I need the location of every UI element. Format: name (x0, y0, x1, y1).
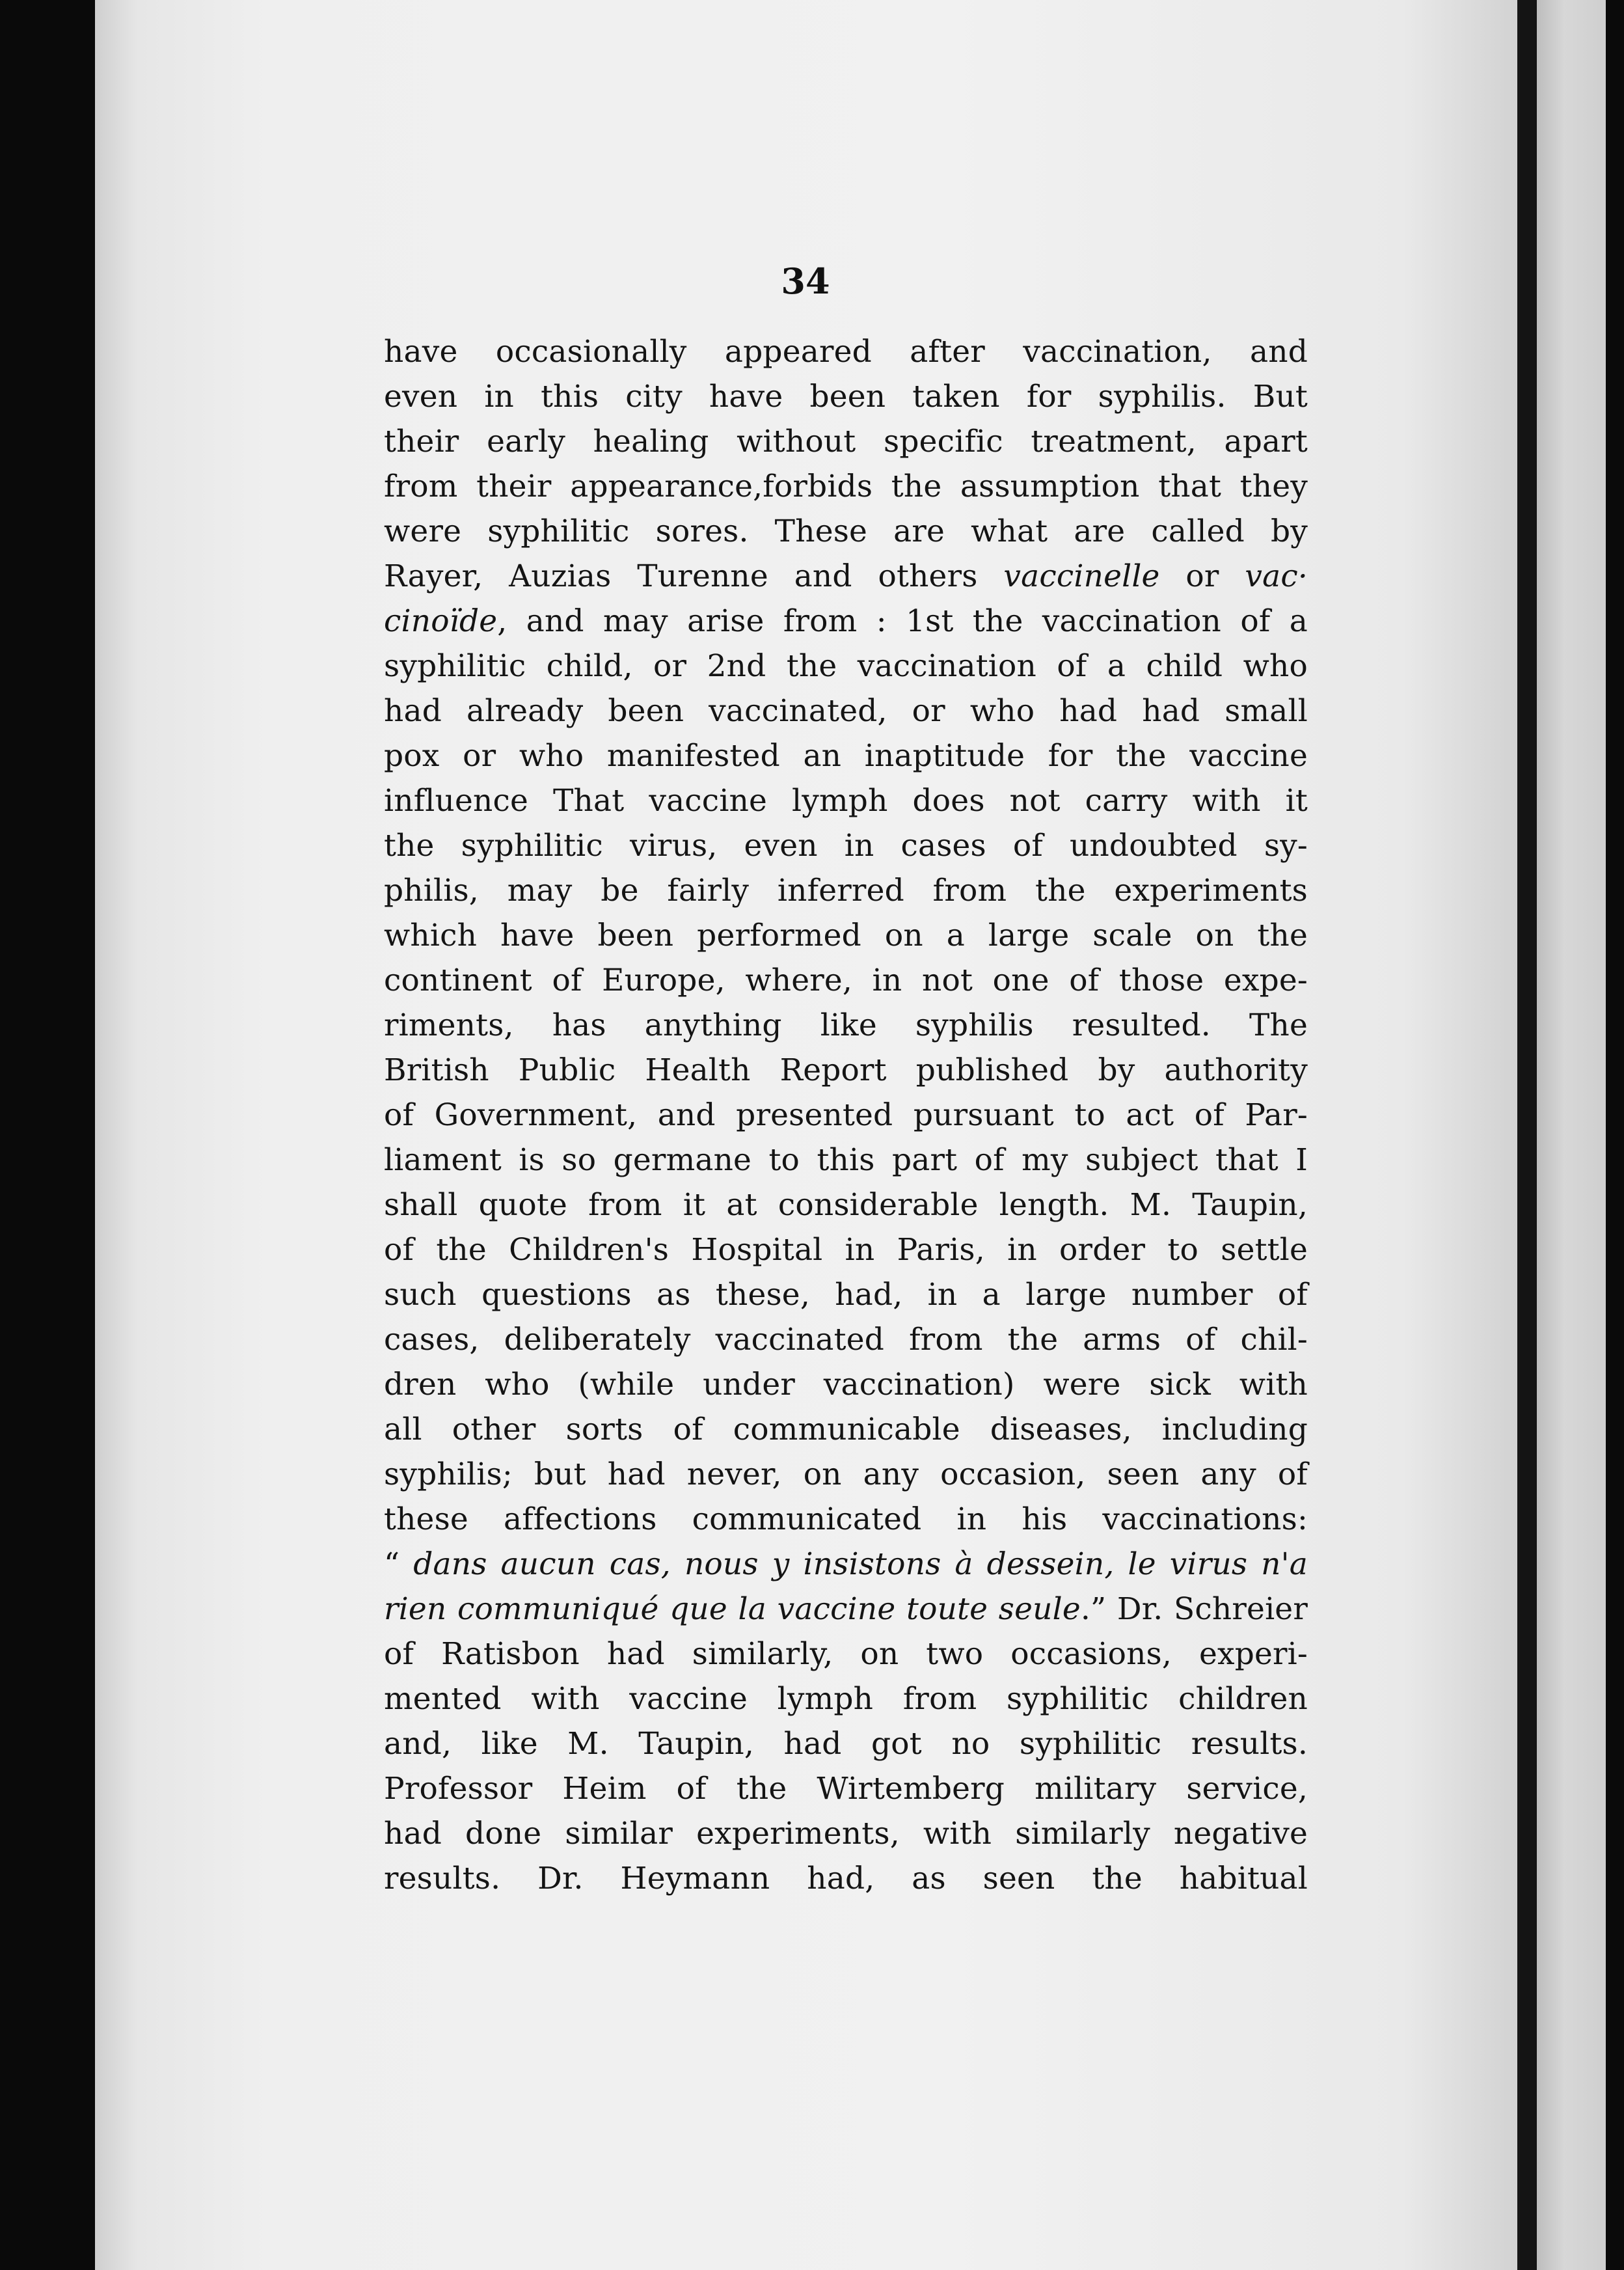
text-line: had done similar experiments, with similarly negative (384, 1816, 1308, 1852)
text-line: of Government, and presented pursuant to act of Par- (384, 1097, 1308, 1133)
text-line: the syphilitic virus, even in cases of undoubted sy- (384, 828, 1308, 864)
text-line: philis, may be fairly inferred from the experiments (384, 873, 1308, 909)
text-line: mented with vaccine lymph from syphilitic children (384, 1681, 1308, 1717)
text-line: rien communiqué que la vaccine toute seule.” Dr. Schreier (384, 1591, 1308, 1627)
adjacent-page-edge (1537, 0, 1606, 2270)
text-line: their early healing without specific treatment, apart (384, 424, 1308, 459)
text-line: were syphilitic sores. These are what are called by (384, 513, 1308, 549)
text-line: which have been performed on a large scale on the (384, 918, 1308, 953)
text-line: from their appearance,forbids the assumption that they (384, 469, 1308, 504)
italic-text: vac· (1245, 558, 1308, 594)
text-line: such questions as these, had, in a large number of (384, 1277, 1308, 1313)
text-line: have occasionally appeared after vaccination, and (384, 334, 1308, 370)
text-line: syphilis; but had never, on any occasion, seen any of (384, 1456, 1308, 1492)
gutter-shadow (1517, 0, 1537, 2270)
text-line: of Ratisbon had similarly, on two occasions, experi- (384, 1636, 1308, 1672)
text-line: Professor Heim of the Wirtemberg military service, (384, 1771, 1308, 1807)
text-line: these affections communicated in his vaccinations: (384, 1501, 1308, 1537)
text-line: riments, has anything like syphilis resulted. The (384, 1007, 1308, 1043)
italic-text: cinoïde (384, 603, 498, 639)
italic-text: dans aucun cas, nous y insistons à dessein, le virus n'a (413, 1546, 1308, 1582)
text-line: British Public Health Report published by authority (384, 1052, 1308, 1088)
text-line: liament is so germane to this part of my subject that I (384, 1142, 1308, 1178)
text-line: cases, deliberately vaccinated from the arms of chil- (384, 1322, 1308, 1358)
italic-text: rien communiqué que la vaccine toute seule (384, 1591, 1081, 1627)
text-line: cinoïde, and may arise from : 1st the vaccination of a (384, 603, 1308, 639)
text-line: influence That vaccine lymph does not carry with it (384, 783, 1308, 819)
text-line: all other sorts of communicable diseases, including (384, 1412, 1308, 1447)
text-line: and, like M. Taupin, had got no syphilitic results. (384, 1726, 1308, 1762)
text-line: shall quote from it at considerable length. M. Taupin, (384, 1187, 1308, 1223)
text-line: results. Dr. Heymann had, as seen the habitual (384, 1861, 1308, 1896)
body-text (384, 329, 1308, 1901)
text-line: even in this city have been taken for syphilis. But (384, 379, 1308, 415)
italic-text: vaccinelle (1003, 558, 1160, 594)
page-number: 34 (781, 260, 830, 302)
text-line: had already been vaccinated, or who had had small (384, 693, 1308, 729)
text-line: continent of Europe, where, in not one of those expe- (384, 963, 1308, 998)
text-line: dren who (while under vaccination) were sick with (384, 1367, 1308, 1402)
text-line: Rayer, Auzias Turenne and others vaccinelle or vac· (384, 558, 1308, 594)
text-line: pox or who manifested an inaptitude for the vaccine (384, 738, 1308, 774)
text-line: syphilitic child, or 2nd the vaccination of a child who (384, 648, 1308, 684)
text-line: of the Children's Hospital in Paris, in order to settle (384, 1232, 1308, 1268)
text-line: “ dans aucun cas, nous y insistons à dessein, le virus n'a (384, 1546, 1308, 1582)
